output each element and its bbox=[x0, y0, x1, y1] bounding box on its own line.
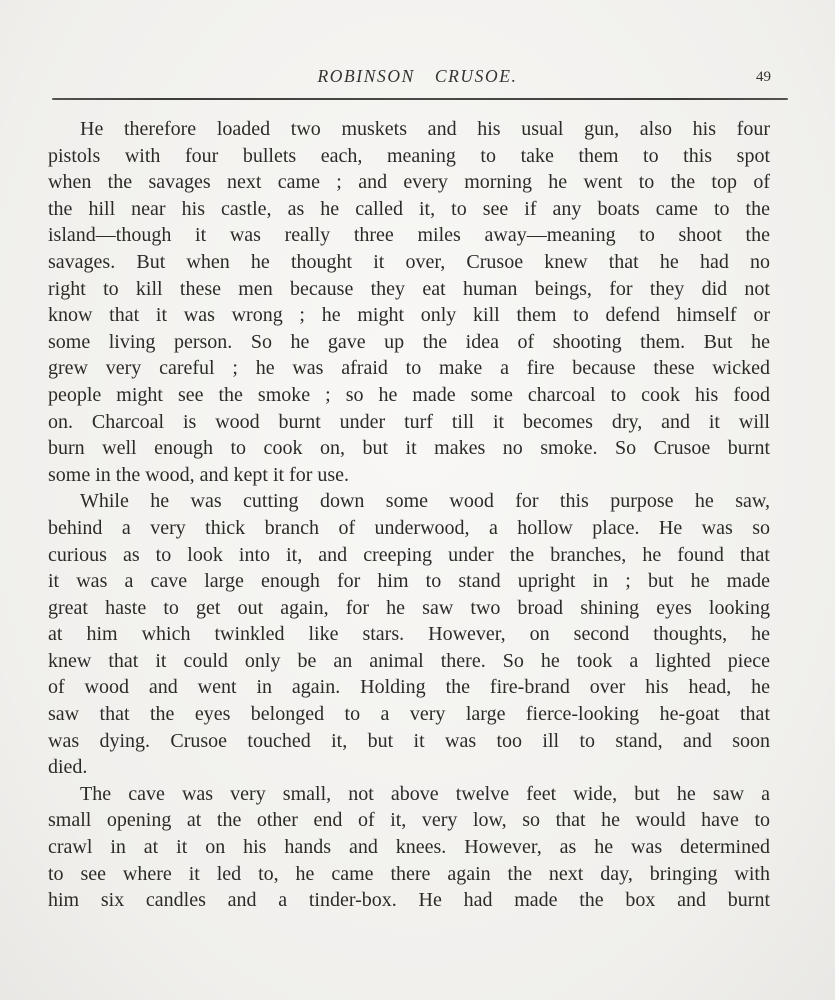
running-title: ROBINSON CRUSOE. bbox=[317, 66, 518, 86]
text-line: the hill near his castle, as he called it, to see if any boats came to the bbox=[48, 197, 770, 220]
text-line: of wood and went in again. Holding the fire-brand over his head, he bbox=[48, 676, 770, 699]
paragraph bbox=[48, 488, 770, 781]
header-rule bbox=[52, 98, 788, 100]
paragraph bbox=[48, 116, 770, 488]
text-line: savages. But when he thought it over, Crusoe knew that he had no bbox=[48, 250, 770, 273]
text-line: island—though it was really three miles away—meaning to shoot the bbox=[48, 224, 770, 247]
text-line: He therefore loaded two muskets and his usual gun, also his four bbox=[80, 118, 770, 140]
text-block bbox=[48, 116, 770, 914]
text-line: some living person. So he gave up the idea of shooting them. But he bbox=[48, 330, 770, 353]
text-line: The cave was very small, not above twelve feet wide, but he saw a bbox=[80, 782, 770, 805]
text-line: was dying. Crusoe touched it, but it was too ill to stand, and soon bbox=[48, 729, 770, 752]
paragraph bbox=[48, 781, 770, 914]
text-line: small opening at the other end of it, very low, so that he would have to bbox=[48, 809, 770, 832]
text-line: some in the wood, and kept it for use. bbox=[48, 463, 350, 486]
text-line: pistols with four bullets each, meaning to take them to this spot bbox=[48, 144, 770, 167]
text-line: While he was cutting down some wood for this purpose he saw, bbox=[80, 490, 770, 513]
text-line: behind a very thick branch of underwood, a hollow place. He was so bbox=[48, 516, 770, 539]
text-line: when the savages next came ; and every morning he went to the top of bbox=[48, 171, 770, 194]
text-line: know that it was wrong ; he might only kill them to defend himself or bbox=[48, 304, 770, 327]
text-line: right to kill these men because they eat human beings, for they did not bbox=[48, 277, 770, 300]
text-line: people might see the smoke ; so he made some charcoal to cook his food bbox=[48, 383, 770, 406]
text-line: at him which twinkled like stars. However, on second thoughts, he bbox=[48, 623, 770, 646]
text-line: him six candles and a tinder-box. He had made the box and burnt bbox=[48, 889, 770, 912]
text-line: burn well enough to cook on, but it makes no smoke. So Crusoe burnt bbox=[48, 437, 770, 460]
text-line: saw that the eyes belonged to a very large fierce-looking he-goat that bbox=[48, 703, 770, 726]
text-line: grew very careful ; he was afraid to make a fire because these wicked bbox=[48, 357, 770, 380]
text-line: on. Charcoal is wood burnt under turf till it becomes dry, and it will bbox=[48, 410, 770, 433]
text-line: crawl in at it on his hands and knees. However, as he was determined bbox=[48, 836, 770, 859]
text-line: to see where it led to, he came there again the next day, bringing with bbox=[48, 862, 770, 885]
text-line: knew that it could only be an animal there. So he took a lighted piece bbox=[48, 649, 770, 672]
text-line: great haste to get out again, for he saw two broad shining eyes looking bbox=[48, 596, 770, 619]
text-line: curious as to look into it, and creeping under the branches, he found that bbox=[48, 543, 770, 566]
page-number: 49 bbox=[756, 69, 771, 85]
text-line: died. bbox=[48, 756, 88, 779]
text-line: it was a cave large enough for him to stand upright in ; but he made bbox=[48, 570, 770, 593]
